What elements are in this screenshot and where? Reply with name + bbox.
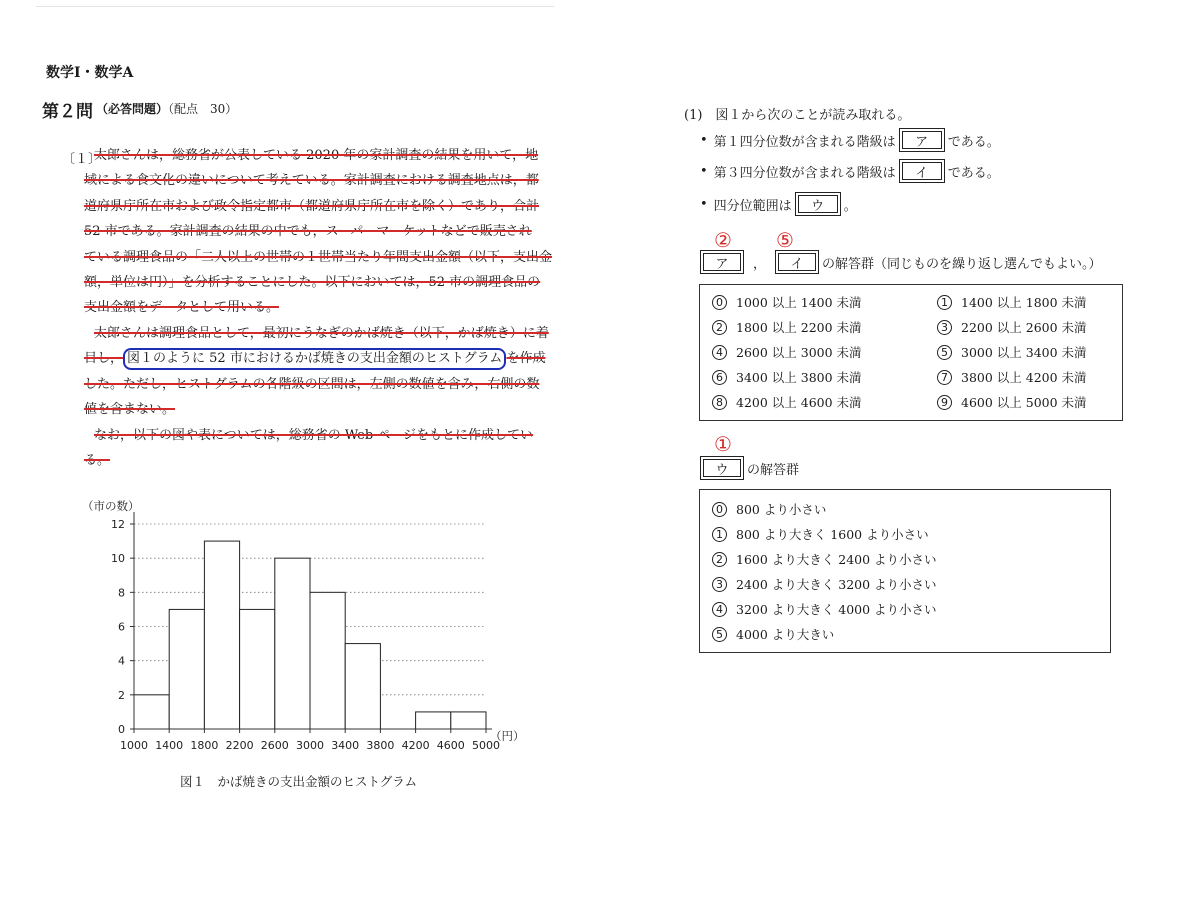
option-text: 4200 以上 4600 未満: [736, 395, 862, 410]
option-number-icon: 4: [712, 602, 727, 617]
histogram-bar: [310, 592, 345, 729]
histogram-bar: [169, 609, 204, 729]
paragraph-line: なお，以下の図や表については，総務省の Web ページをもとに作成してい: [94, 428, 534, 443]
group1-header: [700, 250, 1102, 274]
option-number-icon: 1: [712, 527, 727, 542]
answer-box-label: ウ: [703, 459, 741, 477]
paragraph-line-mixed: [84, 346, 546, 371]
y-tick-label: 8: [118, 586, 125, 600]
option-text: 800 より小さい: [736, 502, 827, 517]
x-tick-label: 4600: [436, 739, 465, 752]
option-item[interactable]: [712, 293, 862, 311]
answer-box-label: ア: [902, 131, 942, 149]
option-item[interactable]: [712, 318, 862, 336]
option-text: 1800 以上 2200 未満: [736, 320, 862, 335]
option-number-icon: 7: [937, 370, 952, 385]
highlighted-phrase: 図１のように 52 市におけるかば焼きの支出金額のヒストグラム: [123, 348, 506, 370]
option-item[interactable]: [937, 368, 1087, 386]
answer-box-label: イ: [902, 162, 942, 180]
x-tick-label: 3800: [366, 739, 395, 752]
y-tick-label: 4: [118, 654, 125, 668]
paragraph-line: る。: [84, 453, 111, 469]
option-item[interactable]: [712, 550, 937, 568]
option-number-icon: 3: [712, 577, 727, 592]
bullet-text: である。: [947, 165, 1000, 181]
option-item[interactable]: [712, 575, 937, 593]
bullet-dot: •: [700, 132, 708, 148]
y-axis-label: （市の数）: [82, 499, 140, 513]
option-item[interactable]: [937, 343, 1087, 361]
histogram-bar: [134, 695, 169, 729]
group2-header: [700, 456, 799, 480]
option-item[interactable]: [712, 393, 862, 411]
paragraph-line: ている調理食品の「二人以上の世帯の１世帯当たり年間支出金額（以下，支出金: [84, 249, 553, 265]
answer-box-a[interactable]: [700, 250, 744, 274]
group2-label: の解答群: [747, 462, 800, 478]
histogram-bar: [240, 609, 275, 729]
option-item[interactable]: [937, 293, 1087, 311]
group1-label: の解答群（同じものを繰り返し選んでもよい。）: [822, 256, 1102, 272]
points-label: （配点 30）: [168, 102, 238, 116]
bullet-text: である。: [947, 134, 1000, 150]
option-number-icon: 3: [937, 320, 952, 335]
option-text: 2600 以上 3000 未満: [736, 345, 862, 360]
bullet-text: 。: [843, 198, 857, 214]
figure-caption: 図１ かば焼きの支出金額のヒストグラム: [180, 774, 418, 789]
option-item[interactable]: [712, 500, 826, 518]
struck-text: を作成: [506, 351, 546, 367]
bullet-text: 第３四分位数が含まれる階級は: [713, 165, 896, 181]
part-number: 〔１〕: [62, 152, 102, 167]
paragraph-line: した。ただし，ヒストグラムの各階級の区間は，左側の数値を含み，右側の数: [84, 376, 540, 392]
question-subtitle: [96, 100, 237, 117]
bullet-q3: [700, 159, 1000, 183]
option-number-icon: 1: [937, 295, 952, 310]
option-text: 3000 以上 3400 未満: [961, 345, 1087, 360]
answer-box-label: ア: [703, 253, 741, 271]
paragraph-line: 額，単位は円）」を分析することにした。以下においては，52 市の調理食品の: [84, 275, 541, 291]
option-item[interactable]: [712, 525, 929, 543]
answer-box-i[interactable]: [899, 159, 945, 183]
answer-box-label: ウ: [798, 195, 838, 213]
option-text: 1400 以上 1800 未満: [961, 295, 1087, 310]
struck-text: 目し，: [84, 351, 124, 367]
part1-intro: (1) 図１から次のことが読み取れる。: [684, 108, 911, 123]
required-label: （必答問題）: [96, 102, 169, 116]
question-title: 第２問: [42, 102, 93, 122]
option-number-icon: 4: [712, 345, 727, 360]
option-text: 3800 以上 4200 未満: [961, 370, 1087, 385]
y-tick-label: 0: [118, 723, 125, 736]
option-number-icon: 9: [937, 395, 952, 410]
option-number-icon: 2: [712, 552, 727, 567]
histogram-chart: [70, 495, 540, 770]
option-number-icon: 0: [712, 502, 727, 517]
x-tick-label: 1000: [120, 739, 148, 752]
y-tick-label: 2: [118, 688, 125, 702]
histogram-bar: [451, 712, 486, 729]
x-tick-label: 3400: [331, 739, 360, 752]
x-tick-label: 2600: [260, 739, 289, 752]
option-number-icon: 0: [712, 295, 727, 310]
top-divider: [36, 6, 554, 7]
answer-box-u[interactable]: [795, 192, 841, 216]
option-text: 800 より大きく 1600 より小さい: [736, 527, 929, 542]
option-number-icon: 2: [712, 320, 727, 335]
handwritten-answer-a: ②: [714, 228, 732, 252]
x-axis-label: （円）: [490, 729, 525, 743]
option-text: 4000 より大きい: [736, 627, 835, 642]
paragraph-line: 道府県庁所在市および政令指定都市（都道府県庁所在市を除く）であり，合計: [84, 198, 540, 214]
option-text: 4600 以上 5000 未満: [961, 395, 1087, 410]
option-text: 1000 以上 1400 未満: [736, 295, 862, 310]
option-item[interactable]: [712, 368, 862, 386]
paragraph-line: 値を含まない。: [84, 402, 176, 418]
paragraph-line: 太郎さんは調理食品として，最初にうなぎのかば焼き（以下，かば焼き）に着: [94, 326, 549, 341]
answer-box-a[interactable]: [899, 128, 945, 152]
y-tick-label: 10: [111, 552, 125, 566]
option-text: 2400 より大きく 3200 より小さい: [736, 577, 937, 592]
x-tick-label: 2200: [225, 739, 254, 752]
histogram-bar: [416, 712, 451, 729]
paragraph-line: 52 市である。家計調査の結果の中でも，スーパーマーケットなどで販売され: [84, 224, 532, 240]
histogram-bar: [275, 558, 310, 729]
option-text: 2200 以上 2600 未満: [961, 320, 1087, 335]
option-text: 3400 以上 3800 未満: [736, 370, 862, 385]
y-tick-label: 12: [111, 518, 125, 531]
histogram-bar: [345, 644, 380, 729]
histogram-bar: [204, 541, 239, 729]
option-text: 1600 より大きく 2400 より小さい: [736, 552, 937, 567]
bullet-text: 第１四分位数が含まれる階級は: [713, 134, 896, 150]
paragraph-2: [84, 321, 549, 423]
paragraph-line: 域による食文化の違いについて考えている。家計調査における調査地点は，都: [84, 173, 539, 189]
option-item[interactable]: [712, 343, 862, 361]
x-tick-label: 1800: [190, 739, 219, 752]
x-tick-label: 3000: [296, 739, 324, 752]
option-number-icon: 6: [712, 370, 727, 385]
option-item[interactable]: [937, 318, 1087, 336]
paragraph-3: [84, 423, 534, 474]
option-number-icon: 5: [712, 627, 727, 642]
paragraph-1: [84, 143, 553, 321]
answer-box-label: イ: [778, 253, 816, 271]
bullet-iqr: [700, 192, 857, 216]
answer-box-u[interactable]: [700, 456, 744, 480]
bullet-dot: •: [700, 163, 708, 179]
x-tick-label: 1400: [155, 739, 184, 752]
option-text: 3200 より大きく 4000 より小さい: [736, 602, 937, 617]
option-item[interactable]: [712, 625, 834, 643]
option-number-icon: 8: [712, 395, 727, 410]
option-item[interactable]: [937, 393, 1087, 411]
y-tick-label: 6: [118, 620, 125, 634]
separator: ，: [753, 256, 767, 272]
x-tick-label: 5000: [472, 739, 500, 752]
handwritten-answer-u: ①: [714, 432, 732, 456]
bullet-q1: [700, 128, 1000, 152]
paragraph-line: 太郎さんは，総務省が公表している 2020 年の家計調査の結果を用いて，地: [94, 148, 539, 163]
answer-box-i[interactable]: [775, 250, 819, 274]
option-item[interactable]: [712, 600, 937, 618]
bullet-text: 四分位範囲は: [713, 198, 792, 214]
x-tick-label: 4200: [401, 739, 430, 752]
paragraph-line: 支出金額をデータとして用いる。: [84, 300, 280, 316]
handwritten-answer-i: ⑤: [776, 228, 794, 252]
subject-heading: 数学Ⅰ・数学A: [46, 65, 134, 81]
option-number-icon: 5: [937, 345, 952, 360]
bullet-dot: •: [700, 196, 708, 212]
